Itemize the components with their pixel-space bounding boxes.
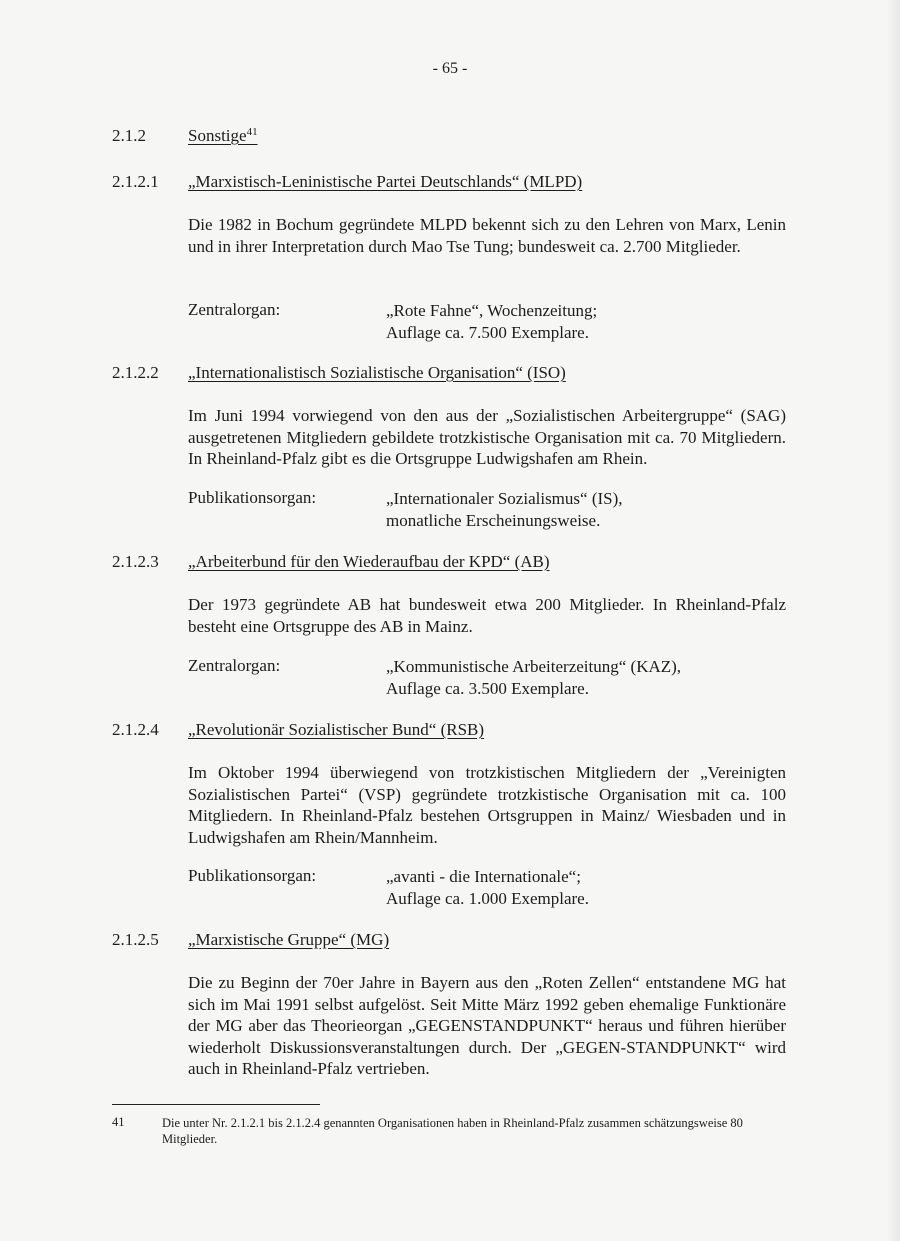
subsection-body: Der 1973 gegründete AB hat bundesweit etwa 200 Mitglieder. In Rheinland-Pfalz besteht eine Ortsgruppe des AB in Mainz. (188, 595, 786, 636)
subsection-body: Im Oktober 1994 überwiegend von trotzkistischen Mitgliedern der „Vereinigten Sozialistischen Partei“ (VSP) gegründete trotzkistische Organisation mit ca. 100 Mitgliedern. In Rheinland-Pfalz bestehen Ortsgruppen in Mainz/ Wiesbaden und in Ludwigshafen am Rhein/Mannheim. (188, 763, 786, 847)
organ-value-line: „Kommunistische Arbeiterzeitung“ (KAZ), (386, 657, 682, 676)
organ-value-line: „avanti - die Internationale“; (386, 867, 581, 886)
organ-value-line: Auflage ca. 7.500 Exemplare. (386, 322, 589, 342)
page-number: - 65 - (432, 60, 468, 77)
organ-value (386, 488, 623, 531)
organ-value (386, 866, 589, 909)
organ-value-line: Auflage ca. 1.000 Exemplare. (386, 888, 589, 908)
organ-value-line: monatliche Erscheinungsweise. (386, 510, 601, 530)
subsection-title: „Marxistische Gruppe“ (MG) (188, 930, 390, 949)
subsection-title: „Marxistisch-Leninistische Partei Deutschlands“ (MLPD) (188, 172, 583, 191)
footnote-separator (112, 1104, 320, 1105)
subsection-title: „Arbeiterbund für den Wiederaufbau der KPD“ (AB) (188, 552, 550, 571)
subsection-number: 2.1.2.3 (112, 552, 159, 571)
organ-value-line: Auflage ca. 3.500 Exemplare. (386, 678, 589, 698)
subsection-number: 2.1.2.1 (112, 172, 159, 191)
organ-value-line: „Rote Fahne“, Wochenzeitung; (386, 301, 598, 320)
section-title (188, 126, 258, 146)
section-title-text: Sonstige (188, 126, 247, 145)
subsection-title: „Revolutionär Sozialistischer Bund“ (RSB) (188, 720, 485, 739)
subsection-number: 2.1.2.4 (112, 720, 159, 739)
footnote-number: 41 (112, 1115, 125, 1129)
footnote-text: Die unter Nr. 2.1.2.1 bis 2.1.2.4 genannten Organisationen haben in Rheinland-Pfalz zusammen schätzungsweise 80 Mitglieder. (162, 1116, 743, 1146)
organ-label: Publikationsorgan: (188, 866, 317, 885)
subsection-body: Die zu Beginn der 70er Jahre in Bayern aus den „Roten Zellen“ entstandene MG hat sich im Mai 1991 selbst aufgelöst. Seit Mitte März 1992 geben ehemalige Funktionäre der MG aber das Theorieorgan „GEGENSTANDPUNKT“ heraus und führen hierüber wiederholt Diskussionsveranstaltungen durch. Der „GEGEN-STANDPUNKT“ wird auch in Rheinland-Pfalz vertrieben. (188, 973, 786, 1078)
subsection-body: Die 1982 in Bochum gegründete MLPD bekennt sich zu den Lehren von Marx, Lenin und in ihrer Interpretation durch Mao Tse Tung; bundesweit ca. 2.700 Mitglieder. (188, 215, 786, 256)
subsection-title: „Internationalistisch Sozialistische Organisation“ (ISO) (188, 363, 566, 382)
organ-label: Zentralorgan: (188, 300, 281, 319)
organ-value (386, 656, 681, 699)
section-number: 2.1.2 (112, 126, 146, 145)
organ-value (386, 300, 597, 343)
footnote-reference: 41 (246, 126, 258, 138)
organ-label: Zentralorgan: (188, 656, 281, 675)
subsection-number: 2.1.2.5 (112, 930, 159, 949)
scan-edge-shadow (886, 0, 900, 1241)
organ-value-line: „Internationaler Sozialismus“ (IS), (386, 489, 623, 508)
subsection-body: Im Juni 1994 vorwiegend von den aus der „Sozialistischen Arbeitergruppe“ (SAG) ausgetretenen Mitgliedern gebildete trotzkistische Organisation mit ca. 70 Mitgliedern. In Rheinland-Pfalz gibt es die Ortsgruppe Ludwigshafen am Rhein. (188, 406, 786, 468)
subsection-number: 2.1.2.2 (112, 363, 159, 382)
organ-label: Publikationsorgan: (188, 488, 317, 507)
